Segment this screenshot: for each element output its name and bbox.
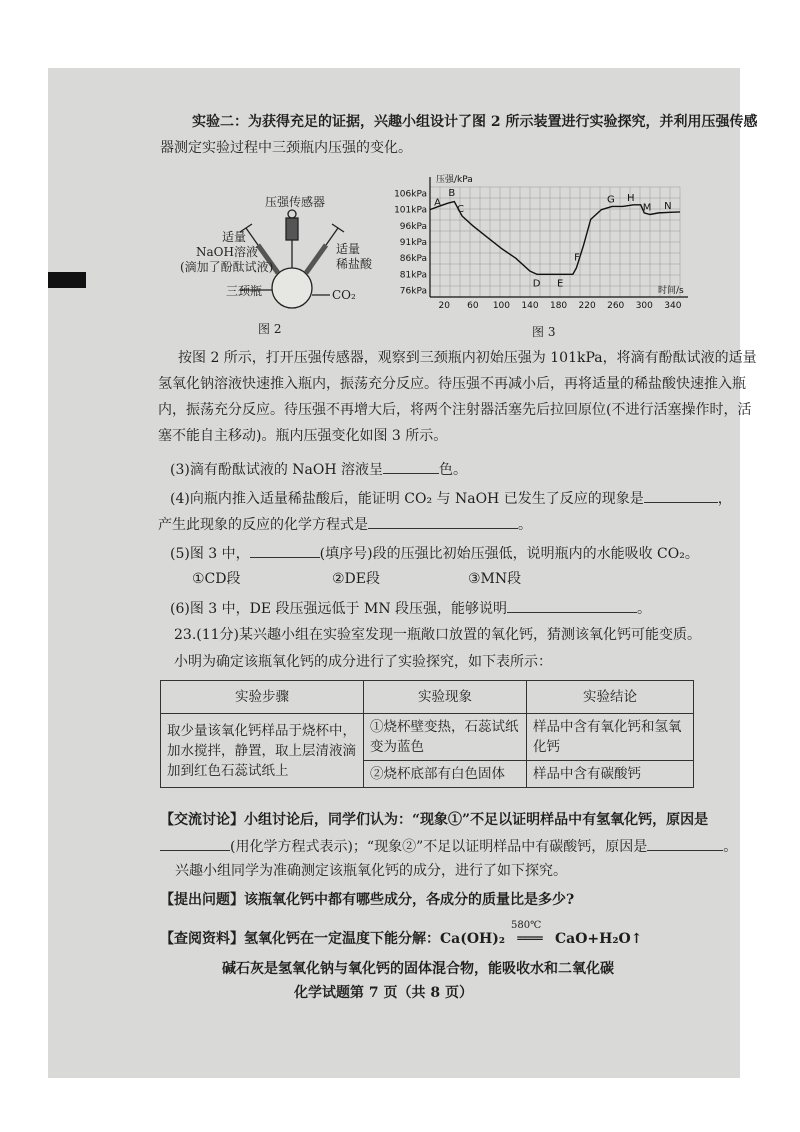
answer-blank-5[interactable]	[250, 543, 320, 558]
cell-conclusion-1: 样品中含有氧化钙和氢氧化钙	[527, 714, 694, 761]
option-2: ②DE段	[332, 571, 380, 587]
x-tick-label: 260	[607, 301, 625, 311]
question-3: (3)滴有酚酞试液的 NaOH 溶液呈 色。	[170, 459, 467, 479]
y-tick-label: 86kPa	[399, 254, 427, 265]
label-naoh-indicator: (滴加了酚酞试液)	[180, 260, 274, 274]
point-label-f: F	[574, 252, 580, 264]
point-label-e: E	[557, 278, 564, 290]
question-5: (5)图 3 中， (填序号)段的压强比初始压强低，说明瓶内的水能吸收 CO₂。	[170, 543, 699, 563]
answer-blank-4a[interactable]	[644, 488, 718, 503]
problem-statement: 【提出问题】该瓶氧化钙中都有哪些成分，各成分的质量比是多少?	[160, 892, 575, 908]
page-footer: 化学试题第 7 页（共 8 页）	[294, 985, 473, 1001]
discussion-line-3: 兴趣小组同学为准确测定该瓶氧化钙的成分，进行了如下探究。	[175, 863, 567, 879]
option-3: ③MN段	[468, 571, 522, 587]
cell-observation-2: ②烧杯底部有白色固体	[364, 761, 527, 788]
figure-3-pressure-chart	[380, 165, 690, 315]
y-tick-label: 91kPa	[399, 238, 427, 248]
figure-2-caption: 图 2	[258, 322, 282, 336]
table-row	[161, 714, 694, 761]
header-step: 实验步骤	[161, 681, 364, 714]
y-tick-label: 101kPa	[394, 205, 427, 216]
point-label-a: A	[434, 197, 441, 209]
question-23-line-2: 小明为确定该瓶氧化钙的成分进行了实验探究，如下表所示：	[174, 654, 552, 670]
x-tick-label: 100	[492, 301, 511, 311]
x-tick-label: 140	[521, 301, 539, 311]
point-label-h: H	[627, 192, 635, 204]
cell-conclusion-2: 样品中含有碳酸钙	[527, 761, 694, 788]
figure-3-caption: 图 3	[532, 325, 556, 339]
point-label-n: N	[664, 200, 672, 212]
reference-line-2: 碱石灰是氢氧化钠与氧化钙的固体混合物，能吸收水和二氧化碳	[222, 961, 614, 977]
paragraph-line-3: 内，振荡充分反应。待压强不再增大后，将两个注射器活塞先后拉回原位(不进行活塞操作时，活	[158, 402, 752, 418]
answer-blank-reason[interactable]	[647, 836, 723, 851]
cell-step: 取少量该氧化钙样品于烧杯中，加水搅拌，静置，取上层清液滴加到红色石蕊试纸上	[161, 714, 364, 788]
answer-blank-4b[interactable]	[368, 514, 518, 529]
question-4-line-2: 产生此现象的反应的化学方程式是 。	[158, 514, 532, 534]
point-label-m: M	[642, 202, 652, 214]
point-label-g: G	[607, 194, 615, 206]
point-label-d: D	[532, 278, 541, 290]
paragraph-line-4: 塞不能自主移动)。瓶内压强变化如图 3 所示。	[158, 428, 448, 444]
y-tick-label: 96kPa	[399, 221, 427, 232]
x-tick-label: 340	[664, 301, 682, 311]
x-tick-label: 180	[549, 301, 568, 311]
label-acid-amount: 适量	[336, 242, 361, 256]
label-pressure-sensor: 压强传感器	[265, 195, 326, 209]
question-23: 23.(11分)某兴趣小组在实验室发现一瓶敞口放置的氧化钙，猜测该氧化钙可能变质。	[174, 627, 702, 643]
exp2-line2: 器测定实验过程中三颈瓶内压强的变化。	[160, 140, 412, 156]
answer-blank-equation[interactable]	[160, 836, 230, 851]
label-naoh-solution: NaOH溶液	[196, 245, 258, 259]
reference-line-1: 【查阅资料】氢氧化钙在一定温度下能分解：Ca(OH)₂ 580℃ ═══ CaO+H₂O↑	[160, 920, 643, 947]
cell-observation-1: ①烧杯壁变热，石蕊试纸变为蓝色	[364, 714, 527, 761]
exp2-line1: 实验二：为获得充足的证据，兴趣小组设计了图 2 所示装置进行实验探究，并利用压强传感	[192, 114, 758, 130]
pressure-sensor-icon	[286, 218, 298, 240]
label-acid: 稀盐酸	[336, 257, 373, 271]
x-tick-label: 220	[578, 301, 596, 311]
answer-blank-3[interactable]	[383, 459, 439, 474]
header-conclusion: 实验结论	[527, 681, 694, 714]
reaction-arrow: 580℃ ═══	[511, 920, 543, 947]
x-tick-label: 20	[438, 301, 451, 311]
x-axis-label: 时间/s	[658, 286, 684, 296]
point-label-c: C	[457, 204, 464, 216]
table-header-row	[161, 681, 694, 714]
three-neck-flask	[272, 268, 312, 308]
question-4-line-1: (4)向瓶内推入适量稀盐酸后，能证明 CO₂ 与 NaOH 已发生了反应的现象是 ，	[170, 488, 732, 508]
paragraph-line-2: 氢氧化钠溶液快速推入瓶内，振荡充分反应。待压强不再减小后，再将适量的稀盐酸快速推入瓶	[158, 376, 746, 392]
question-6: (6)图 3 中，DE 段压强远低于 MN 段压强，能够说明 。	[170, 598, 651, 618]
answer-blank-6[interactable]	[507, 598, 637, 613]
experiment-table	[160, 680, 694, 788]
label-flask: 三颈瓶	[226, 284, 263, 298]
label-co2: CO₂	[332, 288, 356, 302]
paragraph-line-1: 按图 2 所示，打开压强传感器，观察到三颈瓶内初始压强为 101kPa，将滴有酚酞试液的适量	[178, 350, 757, 366]
y-tick-label: 106kPa	[394, 189, 427, 200]
y-tick-label: 81kPa	[399, 270, 427, 281]
point-label-b: B	[448, 187, 456, 199]
header-observation: 实验现象	[364, 681, 527, 714]
option-1: ①CD段	[192, 571, 241, 587]
x-tick-label: 60	[467, 301, 479, 311]
discussion-line-2: (用化学方程式表示)；“现象②”不足以证明样品中有碳酸钙，原因是 。	[160, 836, 737, 856]
x-tick-label: 300	[635, 301, 653, 311]
y-tick-label: 76kPa	[399, 286, 427, 297]
discussion-line-1: 【交流讨论】小组讨论后，同学们认为：“现象①”不足以证明样品中有氢氧化钙，原因是	[160, 812, 709, 828]
label-naoh-amount: 适量	[222, 230, 247, 244]
scan-edge-mark	[48, 272, 86, 288]
y-axis-label: 压强/kPa	[436, 175, 473, 185]
